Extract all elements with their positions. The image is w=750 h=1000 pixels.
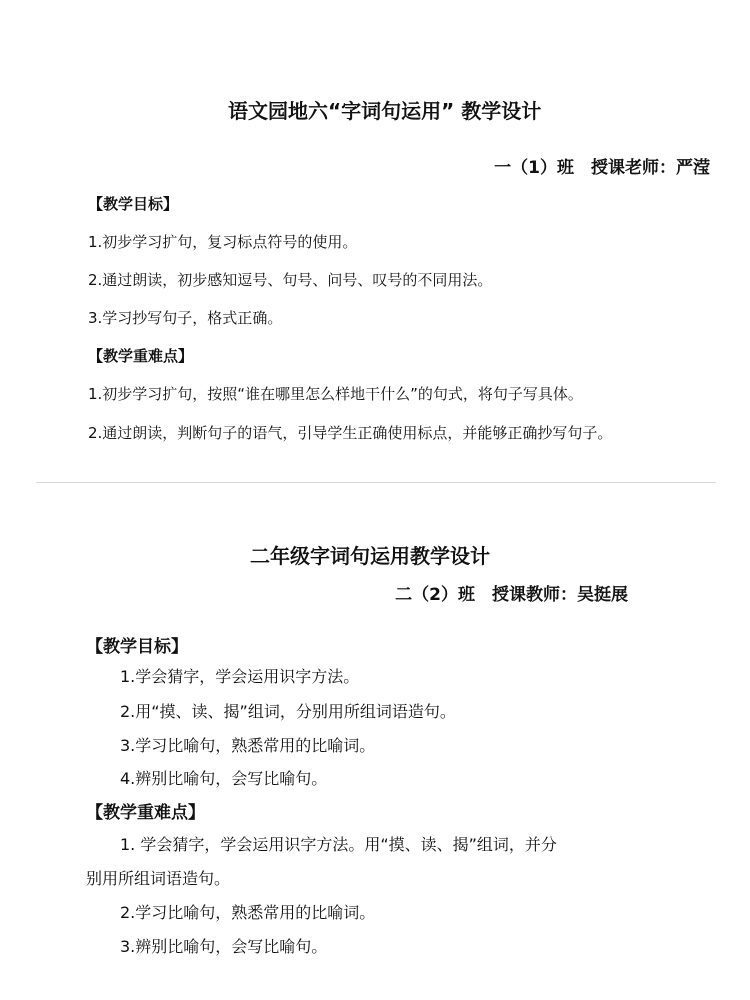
- section2-goal-2: 2.用“摸、读、揭”组词，分别用所组词语造句。: [120, 702, 456, 721]
- section2-key-2: 2.学习比喻句，熟悉常用的比喻词。: [120, 903, 376, 922]
- section1-key-1: 1.初步学习扩句，按照“谁在哪里怎么样地干什么”的句式，将句子写具体。: [88, 385, 583, 403]
- section1-key-heading: 【教学重难点】: [88, 347, 194, 365]
- section2-title: 二年级字词句运用教学设计: [250, 544, 490, 568]
- section-divider: [36, 482, 716, 483]
- section1-class-info: 一（1）班 授课老师：严滢: [494, 158, 710, 178]
- section2-goals-heading: 【教学目标】: [86, 637, 188, 657]
- section2-key-1: 1. 学会猜字，学会运用识字方法。用“摸、读、揭”组词，并分: [120, 835, 557, 854]
- section2-key-3: 3.辨别比喻句，会写比喻句。: [120, 937, 328, 956]
- section2-key-1-cont: 别用所组词语造句。: [86, 869, 231, 888]
- section1-goal-1: 1.初步学习扩句，复习标点符号的使用。: [88, 233, 358, 251]
- section1-goal-2: 2.通过朗读，初步感知逗号、句号、问号、叹号的不同用法。: [88, 271, 493, 289]
- section1-key-2: 2.通过朗读，判断句子的语气，引导学生正确使用标点，并能够正确抄写句子。: [88, 424, 613, 442]
- section2-key-heading: 【教学重难点】: [86, 803, 205, 823]
- section1-goal-3: 3.学习抄写句子，格式正确。: [88, 309, 283, 327]
- section1-title: 语文园地六“字词句运用” 教学设计: [228, 99, 542, 123]
- section2-goal-3: 3.学习比喻句，熟悉常用的比喻词。: [120, 736, 376, 755]
- section2-class-info: 二（2）班 授课教师：吴挺展: [395, 585, 628, 605]
- section2-goal-4: 4.辨别比喻句，会写比喻句。: [120, 769, 328, 788]
- section2-goal-1: 1.学会猜字，学会运用识字方法。: [120, 667, 360, 686]
- section1-goals-heading: 【教学目标】: [88, 195, 179, 213]
